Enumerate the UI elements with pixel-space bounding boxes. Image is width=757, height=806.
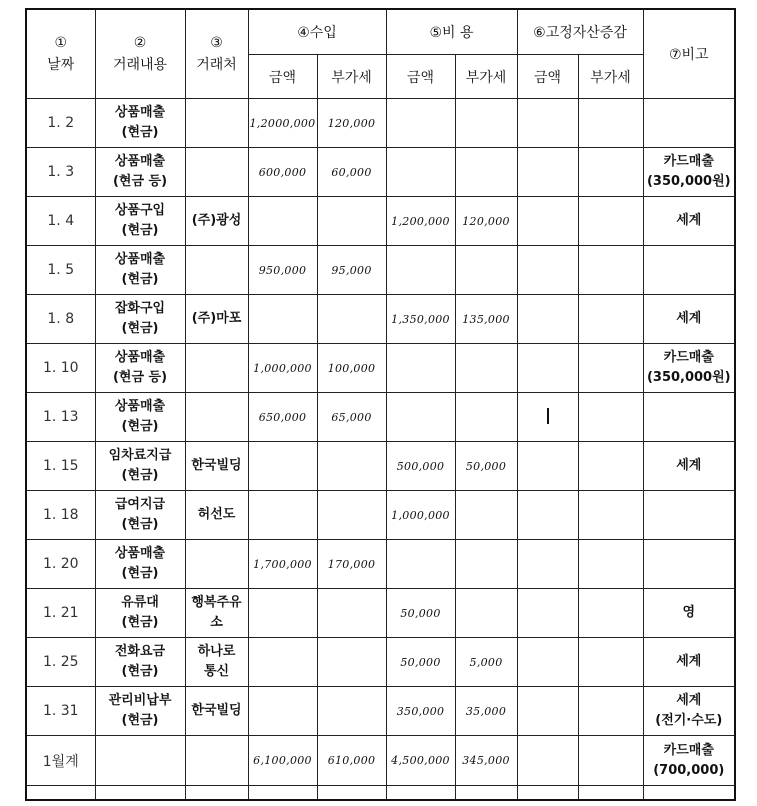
expense-amount-cell [386,589,455,638]
fixed-amount-cell [517,491,578,540]
note-cell [643,736,735,786]
fixed-vat-cell [578,99,643,148]
cell-text: 500,000 [396,459,445,473]
cell-text: 세계 [676,654,702,669]
income-vat-cell [317,393,386,442]
cell-text: (현금) [121,664,159,679]
cell-text: 전화요금 [114,644,166,659]
vendor-cell [185,589,248,638]
table-row [26,687,735,736]
expense-vat-cell [455,393,517,442]
fixed-vat-cell [578,148,643,197]
cell-text: 50,000 [400,606,441,620]
vendor-cell [185,246,248,295]
income-amount-cell [248,736,317,786]
date-cell [26,540,95,589]
expense-vat-cell [455,295,517,344]
income-amount-cell [248,638,317,687]
income-amount-cell [248,197,317,246]
cell-text: ② [133,35,147,51]
cell-text: 1. 5 [47,262,75,278]
date-cell [26,736,95,786]
note-cell [643,491,735,540]
date-cell [26,295,95,344]
cell-text: 1. 21 [42,605,79,621]
fixed-amount-cell [517,393,578,442]
fixed-amount-cell [517,246,578,295]
date-cell [26,344,95,393]
note-cell [643,295,735,344]
fixed-amount-cell [517,148,578,197]
cell-text: (전기·수도) [655,713,723,728]
income-vat-cell [317,736,386,786]
date-cell [26,99,95,148]
cell-text: 100,000 [327,361,376,375]
fixed-vat-cell [578,638,643,687]
expense-vat-cell [455,589,517,638]
fixed-vat-cell [578,197,643,246]
cell-text: 1. 31 [42,703,79,719]
cell-text: 상품매출 [114,105,166,120]
expense-amount-cell [386,540,455,589]
header-fixed-amount: 금액 [517,55,578,99]
cell-text: 1. 8 [47,311,75,327]
income-vat-cell [317,491,386,540]
description-cell [95,540,185,589]
cell-text: 잡화구입 [114,301,166,316]
fixed-amount-cell [517,344,578,393]
cell-text: 상품매출 [114,350,166,365]
cell-text: 허선도 [197,507,236,522]
income-amount-cell [248,148,317,197]
cell-text: 95,000 [331,263,372,277]
expense-amount-cell [386,295,455,344]
cell-text: 1,200,000 [391,214,450,228]
table-row [26,540,735,589]
expense-amount-cell [386,148,455,197]
fixed-vat-cell [578,589,643,638]
income-amount-cell [248,246,317,295]
cell-text: 1. 3 [47,164,75,180]
fixed-vat-cell [578,246,643,295]
cell-text: 세계 [676,311,702,326]
fixed-vat-cell [578,736,643,786]
vendor-cell [185,344,248,393]
income-amount-cell [248,687,317,736]
cell-text: 120,000 [327,116,376,130]
table-row [26,246,735,295]
empty-cell [185,786,248,800]
description-cell [95,148,185,197]
income-vat-cell [317,246,386,295]
fixed-vat-cell [578,344,643,393]
header-fixed-vat: 부가세 [578,55,643,99]
table-row [26,589,735,638]
date-cell [26,687,95,736]
cell-text: 1. 20 [42,556,79,572]
expense-vat-cell [455,736,517,786]
description-cell [95,491,185,540]
description-cell [95,246,185,295]
cell-text: (현금 등) [112,174,168,189]
fixed-amount-cell [517,442,578,491]
cell-text: 1. 25 [42,654,79,670]
expense-amount-cell [386,638,455,687]
empty-cell [317,786,386,800]
cell-text: 하나로 [197,644,236,659]
date-cell [26,442,95,491]
cell-text: 1. 2 [47,115,75,131]
cell-text: (현금) [121,713,159,728]
cell-text: 상품매출 [114,399,166,414]
cell-text: (현금) [121,223,159,238]
expense-amount-cell [386,491,455,540]
cell-text: 카드매출 [663,742,714,758]
cell-text: 한국빌딩 [191,703,242,718]
cell-text: 관리비납부 [108,693,172,708]
cell-text: 상품매출 [114,252,166,267]
income-amount-cell [248,442,317,491]
fixed-vat-cell [578,687,643,736]
expense-amount-cell [386,246,455,295]
header-expense-amount: 금액 [386,55,455,99]
cell-text: ③ [210,35,223,51]
note-cell [643,589,735,638]
cell-text: 135,000 [462,312,510,326]
note-cell [643,99,735,148]
note-cell [643,540,735,589]
header-income-vat: 부가세 [317,55,386,99]
cell-text: 세계 [676,458,702,473]
cell-text: 35,000 [465,704,507,718]
expense-amount-cell [386,344,455,393]
expense-vat-cell [455,442,517,491]
note-cell [643,442,735,491]
income-amount-cell [248,99,317,148]
cell-text: 50,000 [400,655,441,669]
cell-text: (350,000원) [646,174,731,189]
cell-text: (현금 등) [112,370,168,385]
cell-text: 1. 18 [42,507,79,523]
cell-text: (주)마포 [191,311,242,326]
table-row [26,99,735,148]
income-vat-cell [317,589,386,638]
description-cell [95,295,185,344]
cell-text: 60,000 [331,165,372,179]
fixed-amount-cell [517,99,578,148]
cell-text: 1,700,000 [253,557,312,571]
cell-text: (현금) [121,321,159,336]
table-row [26,491,735,540]
cell-text: 6,100,000 [253,754,312,767]
note-cell [643,344,735,393]
empty-cell [643,786,735,800]
income-vat-cell [317,99,386,148]
income-amount-cell [248,344,317,393]
vendor-cell [185,736,248,786]
header-expense: ⑤비 용 [386,9,517,55]
fixed-amount-cell [517,736,578,786]
cell-text: 1월계 [42,753,79,770]
date-cell [26,491,95,540]
expense-vat-cell [455,344,517,393]
header-income: ④수입 [248,9,386,55]
description-cell [95,687,185,736]
cell-text: 600,000 [258,165,307,179]
header-note: ⑦비고 [643,9,735,99]
cell-text: 통신 [203,664,230,679]
description-cell [95,344,185,393]
vendor-cell [185,491,248,540]
description-cell [95,736,185,786]
income-amount-cell [248,491,317,540]
note-cell [643,246,735,295]
cell-text: 카드매출 [663,154,714,169]
date-cell [26,638,95,687]
header-expense-vat: 부가세 [455,55,517,99]
expense-vat-cell [455,638,517,687]
cell-text: 950,000 [258,263,307,277]
fixed-amount-cell [517,589,578,638]
expense-vat-cell [455,197,517,246]
cell-text: 영 [682,605,696,620]
income-vat-cell [317,295,386,344]
table-row [26,148,735,197]
cell-text: (현금) [121,419,159,434]
header-fixed-assets: ⑥고정자산증감 [517,9,643,55]
cell-text: 급여지급 [114,497,166,512]
cell-text: 350,000 [396,704,445,718]
cell-text: 1. 10 [42,360,79,376]
header-description [95,9,185,99]
vendor-cell [185,99,248,148]
fixed-amount-cell [517,295,578,344]
cell-text: 1,350,000 [391,312,450,326]
header-vendor [185,9,248,99]
expense-amount-cell [386,99,455,148]
income-amount-cell [248,393,317,442]
cell-text: (주)광성 [191,213,242,228]
expense-vat-cell [455,99,517,148]
empty-cell [578,786,643,800]
fixed-vat-cell [578,442,643,491]
note-cell [643,393,735,442]
text-cursor-mark [547,408,549,424]
cell-text: 1,2000,000 [249,116,316,130]
cell-text: 상품구입 [114,203,166,218]
income-vat-cell [317,687,386,736]
vendor-cell [185,148,248,197]
date-cell [26,197,95,246]
empty-cell [386,786,455,800]
expense-amount-cell [386,393,455,442]
expense-amount-cell [386,442,455,491]
cell-text: 65,000 [331,410,372,424]
description-cell [95,638,185,687]
income-amount-cell [248,589,317,638]
date-cell [26,589,95,638]
cell-text: (현금) [121,566,159,581]
description-cell [95,99,185,148]
header-date [26,9,95,99]
cell-text: ① [54,35,68,51]
income-vat-cell [317,540,386,589]
expense-amount-cell [386,687,455,736]
fixed-amount-cell [517,638,578,687]
fixed-vat-cell [578,295,643,344]
note-cell [643,197,735,246]
vendor-cell [185,638,248,687]
expense-amount-cell [386,736,455,786]
fixed-amount-cell [517,540,578,589]
description-cell [95,442,185,491]
description-cell [95,393,185,442]
income-vat-cell [317,148,386,197]
vendor-cell [185,442,248,491]
cell-text: 50,000 [465,459,507,473]
expense-vat-cell [455,491,517,540]
vendor-cell [185,197,248,246]
fixed-amount-cell [517,687,578,736]
income-vat-cell [317,344,386,393]
cell-text: 610,000 [327,754,376,767]
cell-text: (350,000원) [646,370,731,385]
cell-text: 세계 [676,693,702,708]
table-row [26,736,735,786]
fixed-vat-cell [578,540,643,589]
cell-text: 1. 13 [42,409,79,425]
expense-vat-cell [455,148,517,197]
cell-text: (현금) [121,615,159,630]
cell-text: (현금) [121,272,159,287]
table-row [26,442,735,491]
vendor-cell [185,687,248,736]
ledger-table [25,8,736,801]
cell-text: 170,000 [327,557,376,571]
cell-text: 세계 [676,213,702,228]
expense-amount-cell [386,197,455,246]
income-amount-cell [248,540,317,589]
date-cell [26,148,95,197]
cell-text: 상품매출 [114,546,166,561]
table-row [26,295,735,344]
date-cell [26,393,95,442]
cell-text: 1. 15 [42,458,79,474]
table-row-partial [26,786,735,800]
cell-text: 한국빌딩 [191,458,242,473]
cell-text: 유류대 [121,595,159,610]
vendor-cell [185,393,248,442]
table-row [26,344,735,393]
note-cell [643,687,735,736]
description-cell [95,197,185,246]
empty-cell [517,786,578,800]
fixed-vat-cell [578,393,643,442]
header-income-amount: 금액 [248,55,317,99]
cell-text: 임차료지급 [108,448,172,463]
cell-text: 120,000 [462,214,510,228]
cell-text: 4,500,000 [391,754,450,767]
cell-text: 1,000,000 [391,508,450,522]
expense-vat-cell [455,540,517,589]
empty-cell [95,786,185,800]
empty-cell [248,786,317,800]
expense-vat-cell [455,687,517,736]
fixed-vat-cell [578,491,643,540]
income-amount-cell [248,295,317,344]
cell-text: (현금) [121,125,159,140]
cell-text: 345,000 [462,754,510,767]
empty-cell [455,786,517,800]
vendor-cell [185,295,248,344]
cell-text: (700,000) [653,762,725,778]
income-vat-cell [317,442,386,491]
cell-text: 1,000,000 [253,361,312,375]
cell-text: 1. 4 [47,213,75,229]
table-row [26,393,735,442]
cell-text: (현금) [121,517,159,532]
table-row [26,197,735,246]
cell-text: 상품매출 [114,154,166,169]
expense-vat-cell [455,246,517,295]
description-cell [95,589,185,638]
cell-text: 날짜 [47,57,75,73]
note-cell [643,148,735,197]
date-cell [26,246,95,295]
empty-cell [26,786,95,800]
cell-text: 행복주유소 [191,595,242,630]
note-cell [643,638,735,687]
vendor-cell [185,540,248,589]
cell-text: 거래처 [196,57,237,73]
cell-text: 5,000 [469,655,503,669]
income-vat-cell [317,638,386,687]
income-vat-cell [317,197,386,246]
table-row [26,638,735,687]
cell-text: 거래내용 [112,57,168,73]
fixed-amount-cell [517,197,578,246]
cell-text: 650,000 [258,410,307,424]
cell-text: 카드매출 [663,350,714,365]
cell-text: (현금) [121,468,159,483]
